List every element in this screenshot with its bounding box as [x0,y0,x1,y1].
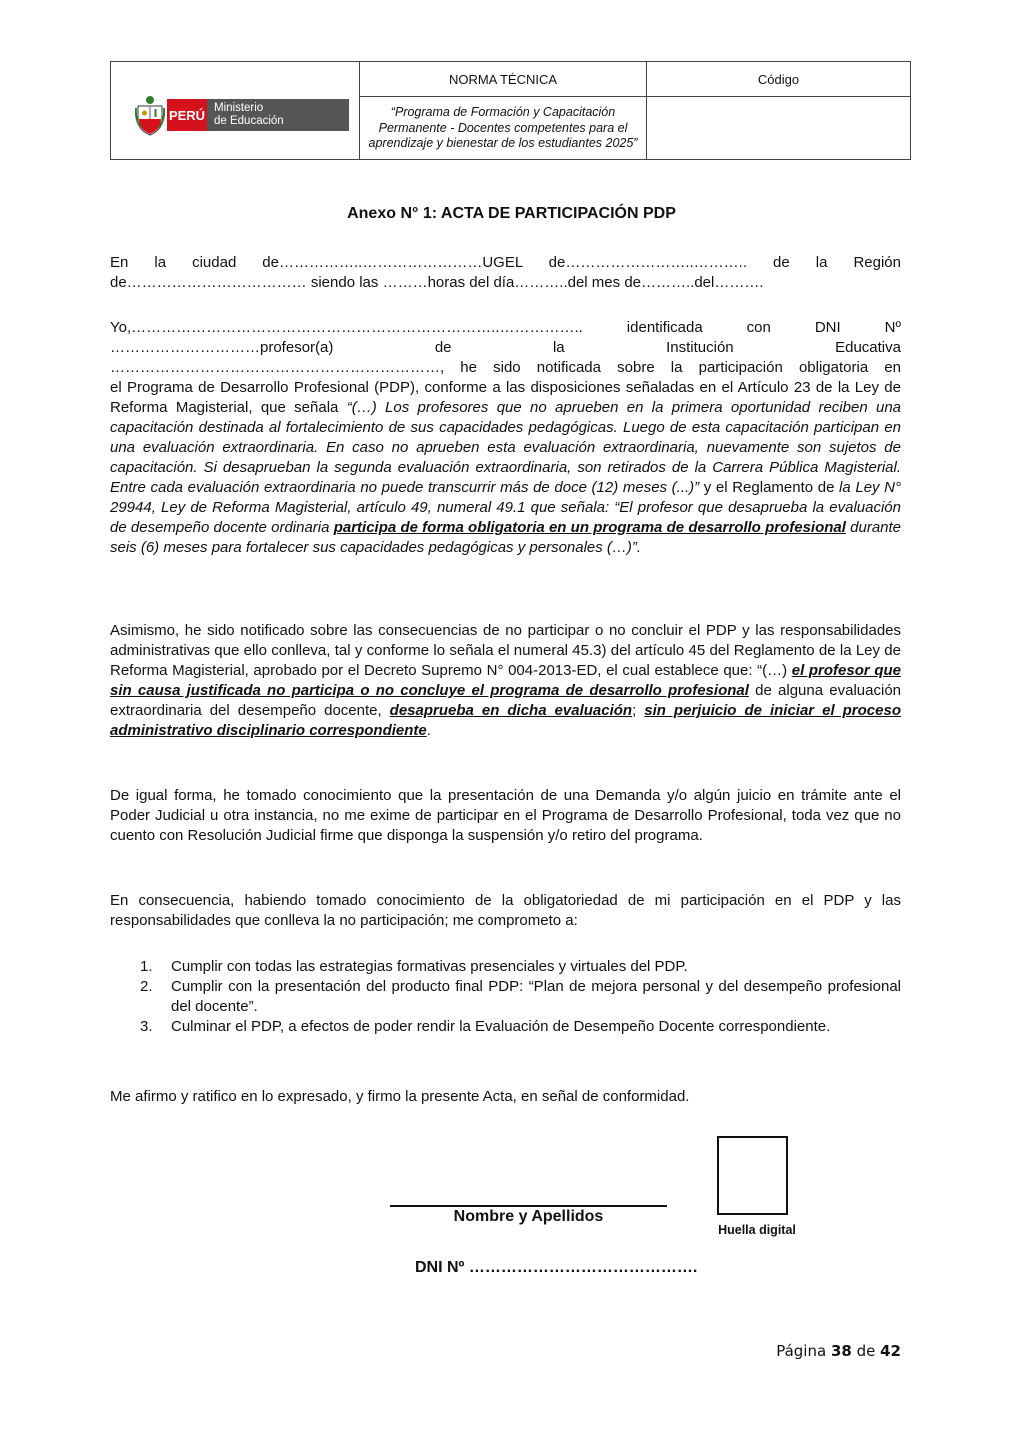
peru-coat-of-arms-icon [135,94,165,136]
text-line: …………………………………………………………, he sido notificada sobre la participación obligatoria en [110,359,901,376]
text-segment: Asimismo, he sido notificado sobre las consecuencias de no participar o no concluir el PDP y las responsabilidades administrativas que ello conlleva, tal y conforme lo señala el numeral 45.3) del artículo 45 del Reglamento de la Ley de Reforma Magisterial, aprobado por el Decreto Supremo N° 004-2013-ED, el cual establece que: “(…) [110,622,901,679]
quote-article-23: “(…) Los profesores que no aprueben en la primera oportunidad reciben una capacitación destinada al fortalecimiento de sus capacidades pedagógicas. Luego de esta capacitación participan en una evaluación extraordinaria. En caso no aprueben esta evaluación extraordinaria, nuevamente son sujetos de capacitación. Si desaprueban la segunda evaluación extraordinaria, son retirados de la Carrera Pública Magisterial. Entre cada evaluación extraordinaria no puede transcurrir más de doce (12) meses (...)” [110,399,902,496]
program-title-text: “Programa de Formación y Capacitación Permanente - Docentes competentes para el aprendizaje y bienestar de los estudiantes 2025” [368,105,638,151]
ministry-line-2: de Educación [214,115,284,127]
peru-label: PERÚ [167,99,207,131]
paragraph-commitment: En consecuencia, habiendo tomado conocimiento de la obligatoriedad de mi participación en el PDP y las responsabilidades que conlleva la no participación; me comprometo a: [110,892,901,929]
text-segment: y el Reglamento de [699,479,840,496]
quote-article-49-end: durante seis (6) meses para fortalecer sus capacidades pedagógicas y personales (…)”. [110,519,902,556]
list-number: 3. [140,1018,153,1035]
ministry-label [207,99,349,131]
page-title: Anexo N° 1: ACTA DE PARTICIPACIÓN PDP [347,205,676,222]
norma-tecnica-label: NORMA TÉCNICA [448,71,558,87]
paragraph-consequences [110,621,901,741]
paragraph-judicial: De igual forma, he tomado conocimiento que la presentación de una Demanda y/o algún juicio en trámite ante el Poder Judicial u otra instancia, no me exime de participar en el Programa de Desarrollo Profesional, toda vez que no cuento con Resolución Judicial firme que disponga la suspensión y/o retiro del programa. [110,787,901,844]
emphasis-text: el profesor que sin causa justificada no participa o no concluye el programa de desarrollo profesional [110,662,901,699]
page-current: 38 [830,1342,852,1360]
text-line: En la ciudad de……………..……………………UGEL de……………………..……….. de la Región [110,254,901,271]
list-number: 2. [140,978,153,995]
paragraph-closing: Me afirmo y ratifico en lo expresado, y firmo la presente Acta, en señal de conformidad. [110,1088,690,1105]
page-total: 42 [880,1342,901,1360]
quote-article-49: la Ley N° 29944, Ley de Reforma Magisterial, artículo 49, numeral 49.1 que señala: “El profesor que desaprueba la evaluación de desempeño docente ordinaria [110,479,901,536]
text-line: Yo,………………………………………………………………..…………….. identificada con DNI Nº [110,319,901,336]
list-number: 1. [140,958,153,975]
page-separator: de [856,1342,876,1360]
text-segment: . [426,722,431,739]
text-segment: ; [632,702,645,719]
page-word: Página [776,1342,827,1360]
emphasis-text: sin perjuicio de iniciar el proceso administrativo disciplinario correspondiente [110,702,901,739]
page-number [776,1342,901,1360]
text-line: …………………………profesor(a) de la Institución Educativa [110,339,901,356]
list-item [140,977,901,1017]
list-text: Cumplir con la presentación del producto final PDP: “Plan de mejora personal y del desempeño profesional del docente”. [171,978,901,1015]
list-item [140,957,901,977]
text-line: de……………………………… siendo las ………horas del día………..del mes de………..del………. [110,274,764,291]
list-text: Cumplir con todas las estrategias formativas presenciales y virtuales del PDP. [171,958,688,975]
emphasis-text: desaprueba en dicha evaluación [389,702,633,719]
text-segment: de alguna evaluación extraordinaria del desempeño docente, [110,682,901,719]
list-item [140,1017,901,1037]
dni-label: DNI Nº ……………………………………. [415,1259,698,1276]
list-text: Culminar el PDP, a efectos de poder rendir la Evaluación de Desempeño Docente correspondiente. [171,1018,831,1035]
signature-name-label: Nombre y Apellidos [453,1208,604,1225]
emphasis-text: participa de forma obligatoria en un programa de desarrollo profesional [333,519,846,536]
text-segment: el Programa de Desarrollo Profesional (PDP), conforme a las disposiciones señaladas en el Artículo 23 de la Ley de Reforma Magisterial, que señala [110,379,901,416]
document-header [110,61,911,160]
ministry-line-1: Ministerio [214,102,264,114]
fingerprint-label: Huella digital [718,1223,796,1237]
signature-line [390,1205,667,1207]
fingerprint-box [717,1136,788,1215]
codigo-label: Código [757,71,800,87]
commitments-list [140,957,901,1037]
ministry-logo [135,94,347,136]
paragraph-identity [110,318,901,558]
program-title [363,97,643,160]
paragraph-city [110,253,901,293]
